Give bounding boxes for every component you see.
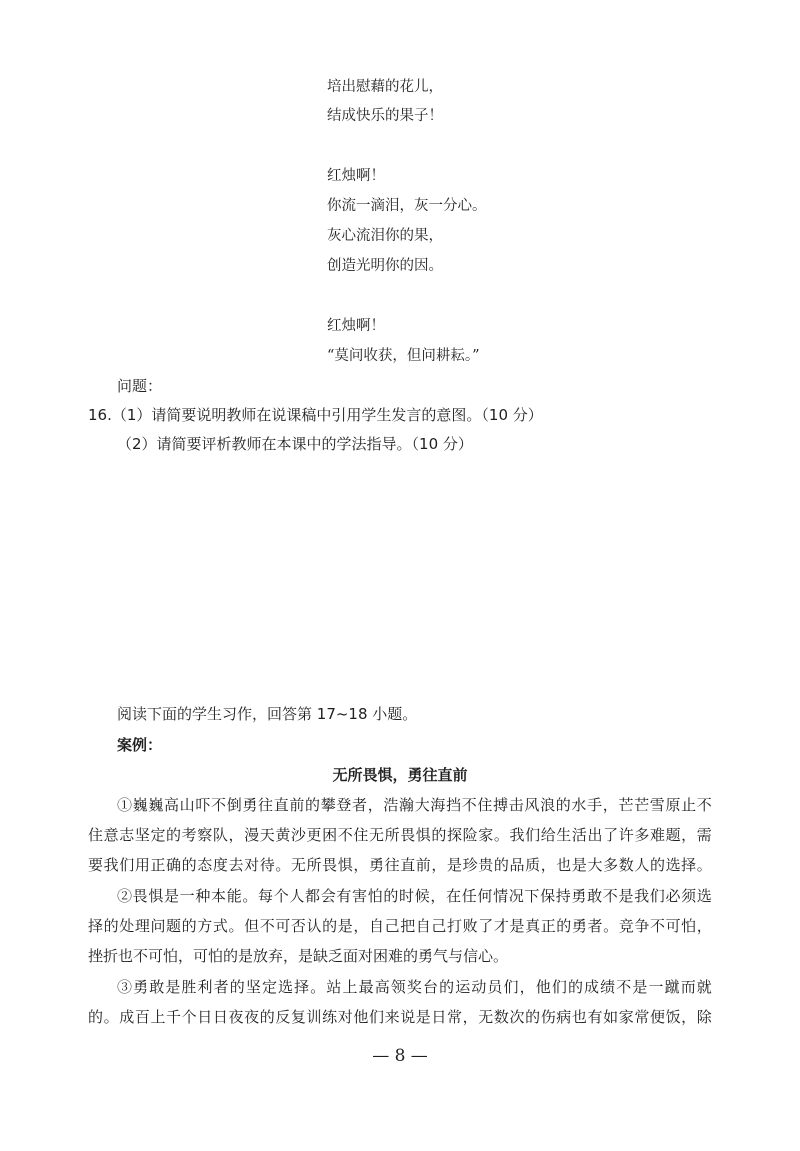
page-number: — 8 —: [372, 1046, 428, 1066]
essay-paragraph-line: ②畏惧是一种本能。每个人都会有害怕的时候，在任何情况下保持勇敢不是我们必须选: [117, 887, 712, 905]
question-16-2: （2）请简要评析教师在本课中的学法指导。（10 分）: [117, 435, 473, 453]
essay-paragraph-line: 择的处理问题的方式。但不可否认的是，自己把自己打败了才是真正的勇者。竞争不可怕，: [88, 917, 712, 935]
case-label: 案例：: [117, 736, 163, 754]
poem-line: 培出慰藉的花儿，: [327, 79, 443, 95]
questions-label: 问题：: [117, 377, 163, 395]
poem-line: “莫问收获，但问耕耘。”: [327, 348, 480, 364]
essay-paragraph-line: ③勇敢是胜利者的坚定选择。站上最高领奖台的运动员们，他们的成绩不是一蹴而就: [117, 978, 712, 996]
poem-line: 你流一滴泪，灰一分心。: [327, 198, 487, 214]
essay-paragraph-line: 住意志坚定的考察队，漫天黄沙更困不住无所畏惧的探险家。我们给生活出了许多难题，需: [88, 826, 712, 844]
poem-line: 红烛啊！: [327, 168, 385, 184]
essay-paragraph-line: 要我们用正确的态度去对待。无所畏惧，勇往直前，是珍贵的品质，也是大多数人的选择。: [88, 856, 712, 874]
essay-paragraph-line: 的。成百上千个日日夜夜的反复训练对他们来说是日常，无数次的伤病也有如家常便饭，除: [88, 1008, 712, 1026]
essay-paragraph-line: ①巍巍高山吓不倒勇往直前的攀登者，浩瀚大海挡不住搏击风浪的水手，芒芒雪原止不: [117, 796, 712, 814]
poem-line: 创造光明你的因。: [327, 258, 443, 274]
essay-paragraph-line: 挫折也不可怕，可怕的是放弃，是缺乏面对困难的勇气与信心。: [88, 947, 509, 965]
essay-title: 无所畏惧，勇往直前: [332, 766, 468, 784]
reading-intro: 阅读下面的学生习作，回答第 17~18 小题。: [117, 705, 418, 723]
poem-line: 灰心流泪你的果，: [327, 228, 443, 244]
poem-line: 红烛啊！: [327, 318, 385, 334]
question-16-1: 16.（1）请简要说明教师在说课稿中引用学生发言的意图。（10 分）: [88, 406, 543, 424]
poem-line: 结成快乐的果子！: [327, 108, 443, 124]
